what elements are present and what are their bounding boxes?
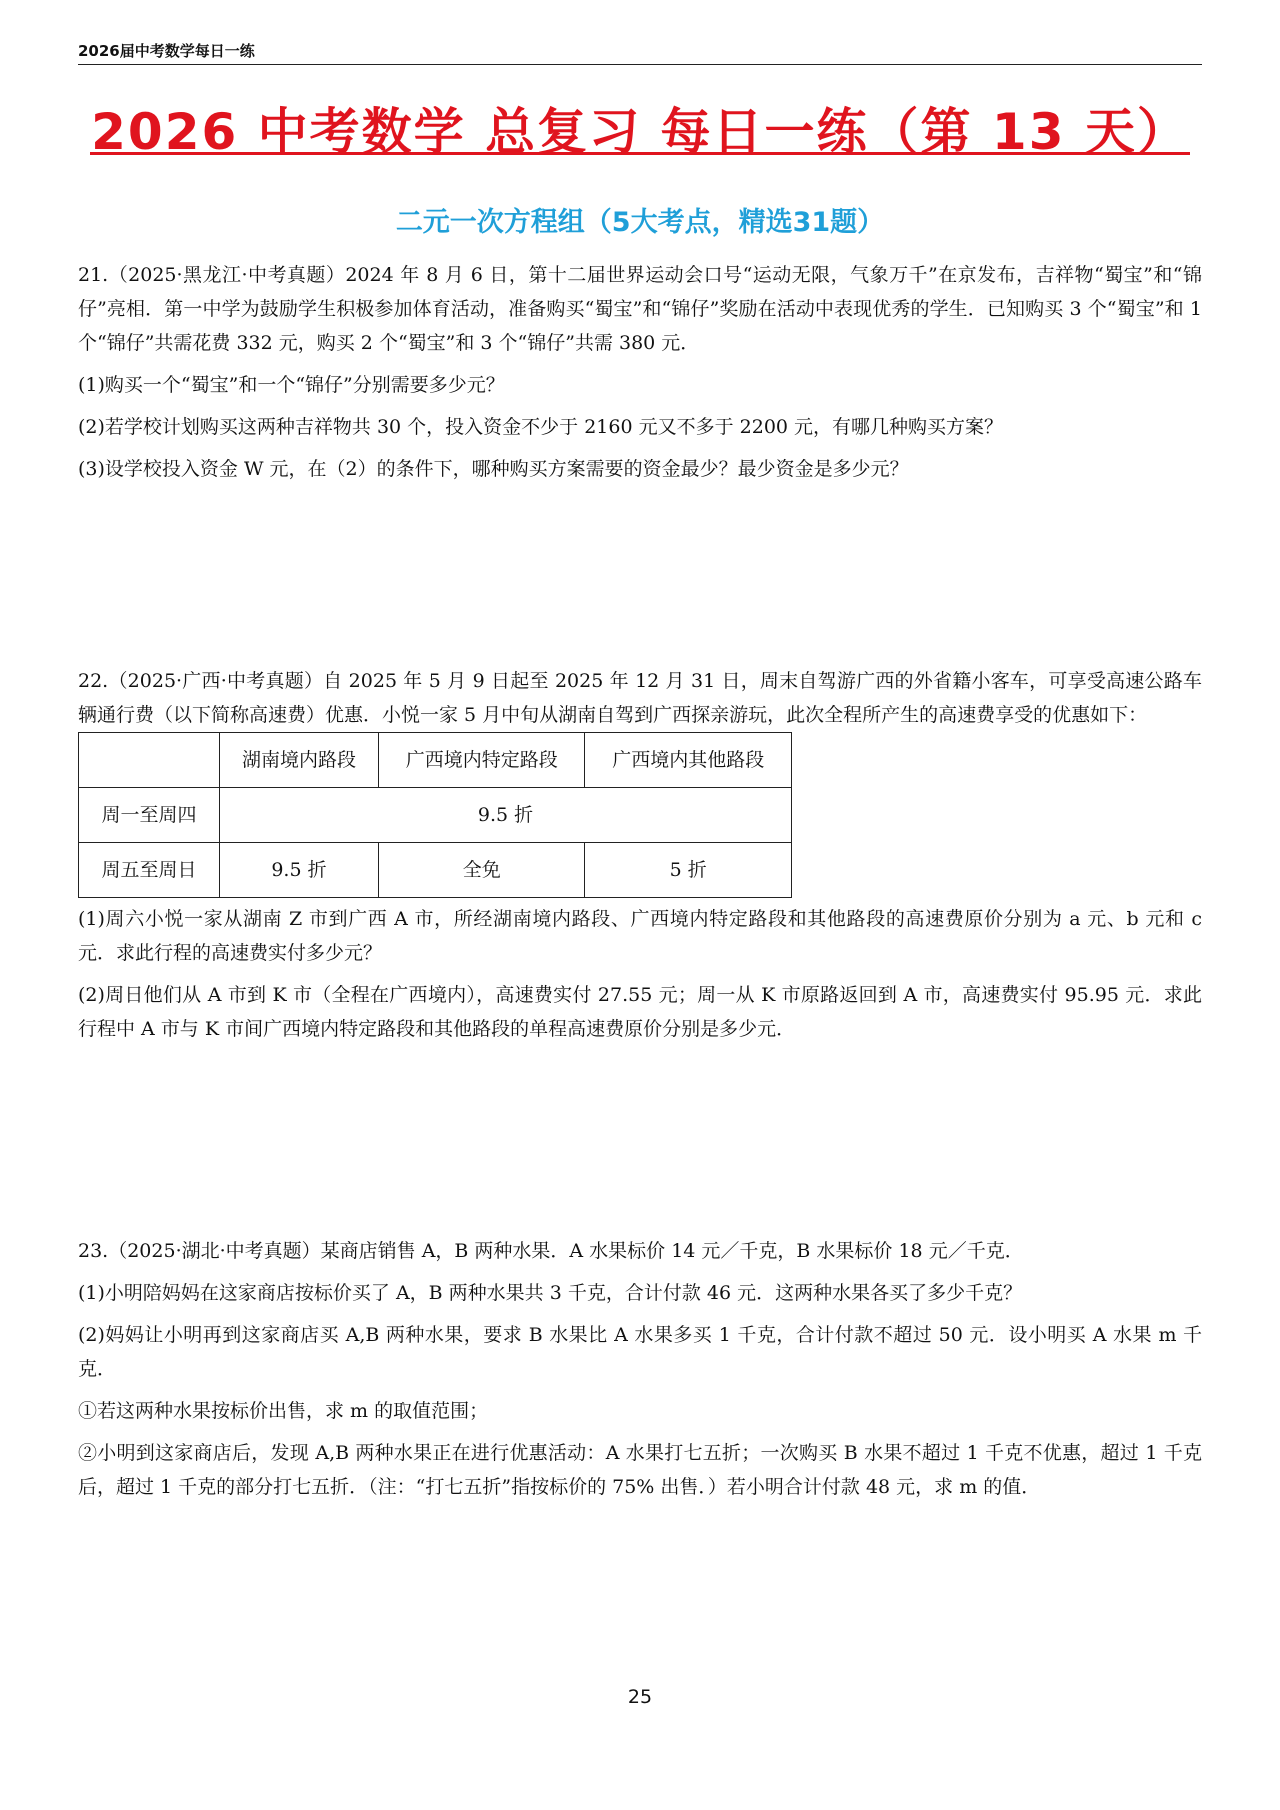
table-cell: 5 折 (585, 843, 792, 898)
table-header-cell: 广西境内其他路段 (585, 733, 792, 788)
question-22 (78, 664, 1202, 1046)
table-header-cell: 广西境内特定路段 (378, 733, 585, 788)
title-underline (90, 152, 1190, 155)
page-title: 2026 中考数学 总复习 每日一练（第 13 天） (91, 103, 1189, 161)
question-23-stem: 23.（2025·湖北·中考真题）某商店销售 A，B 两种水果．A 水果标价 14 元／千克，B 水果标价 18 元／千克． (78, 1240, 1024, 1262)
question-23-part-2-i: ①若这两种水果按标价出售，求 m 的取值范围； (78, 1400, 489, 1422)
page-number: 25 (627, 1686, 653, 1708)
question-22-part-2: (2)周日他们从 A 市到 K 市（全程在广西境内），高速费实付 27.55 元；周一从 K 市原路返回到 A 市，高速费实付 95.95 元．求此行程中 A 市与 K 市间广西境内特定路段和其他路段的单程高速费原价分别是多少元． (78, 984, 1202, 1040)
header-divider (78, 64, 1202, 65)
table-row (79, 788, 792, 843)
table-header-cell-blank (79, 733, 220, 788)
question-21-part-2: (2)若学校计划购买这两种吉祥物共 30 个，投入资金不少于 2160 元又不多于 2200 元，有哪几种购买方案？ (78, 416, 1004, 438)
table-row (79, 843, 792, 898)
question-22-part-1: (1)周六小悦一家从湖南 Z 市到广西 A 市，所经湖南境内路段、广西境内特定路段和其他路段的高速费原价分别为 a 元、b 元和 c 元．求此行程的高速费实付多少元？ (78, 908, 1202, 964)
question-21 (78, 258, 1202, 486)
question-21-part-3: (3)设学校投入资金 W 元，在（2）的条件下，哪种购买方案需要的资金最少？最少资金是多少元？ (78, 458, 909, 480)
question-21-part-1: (1)购买一个“蜀宝”和一个“锦仔”分别需要多少元？ (78, 374, 505, 396)
running-header: 2026届中考数学每日一练 (78, 42, 255, 60)
discount-table (78, 732, 792, 898)
section-subtitle: 二元一次方程组（5大考点，精选31题） (395, 207, 885, 238)
table-cell: 全免 (378, 843, 585, 898)
table-header-cell: 湖南境内路段 (220, 733, 379, 788)
question-23-part-2-ii: ②小明到这家商店后，发现 A,B 两种水果正在进行优惠活动：A 水果打七五折；一次购买 B 水果不超过 1 千克不优惠，超过 1 千克后，超过 1 千克的部分打七五折．（注：“打七五折”指按标价的 75% 出售．）若小明合计付款 48 元，求 m 的值． (78, 1442, 1202, 1498)
table-row-label: 周五至周日 (79, 843, 220, 898)
question-23-part-2: (2)妈妈让小明再到这家商店买 A,B 两种水果，要求 B 水果比 A 水果多买 1 千克，合计付款不超过 50 元．设小明买 A 水果 m 千克． (78, 1324, 1202, 1380)
table-row-label: 周一至周四 (79, 788, 220, 843)
table-cell: 9.5 折 (220, 843, 379, 898)
question-21-stem: 21.（2025·黑龙江·中考真题）2024 年 8 月 6 日，第十二届世界运动会口号“运动无限，气象万千”在京发布，吉祥物“蜀宝”和“锦仔”亮相．第一中学为鼓励学生积极参加体育活动，准备购买“蜀宝”和“锦仔”奖励在活动中表现优秀的学生．已知购买 3 个“蜀宝”和 1 个“锦仔”共需花费 332 元，购买 2 个“蜀宝”和 3 个“锦仔”共需 380 元． (78, 264, 1202, 354)
question-23 (78, 1234, 1202, 1504)
question-22-stem: 22.（2025·广西·中考真题）自 2025 年 5 月 9 日起至 2025 年 12 月 31 日，周末自驾游广西的外省籍小客车，可享受高速公路车辆通行费（以下简称高速费）优惠．小悦一家 5 月中旬从湖南自驾到广西探亲游玩，此次全程所产生的高速费享受的优惠如下： (78, 670, 1202, 726)
table-header-row (79, 733, 792, 788)
question-23-part-1: (1)小明陪妈妈在这家商店按标价买了 A，B 两种水果共 3 千克，合计付款 46 元．这两种水果各买了多少千克？ (78, 1282, 1023, 1304)
table-cell: 9.5 折 (220, 788, 792, 843)
